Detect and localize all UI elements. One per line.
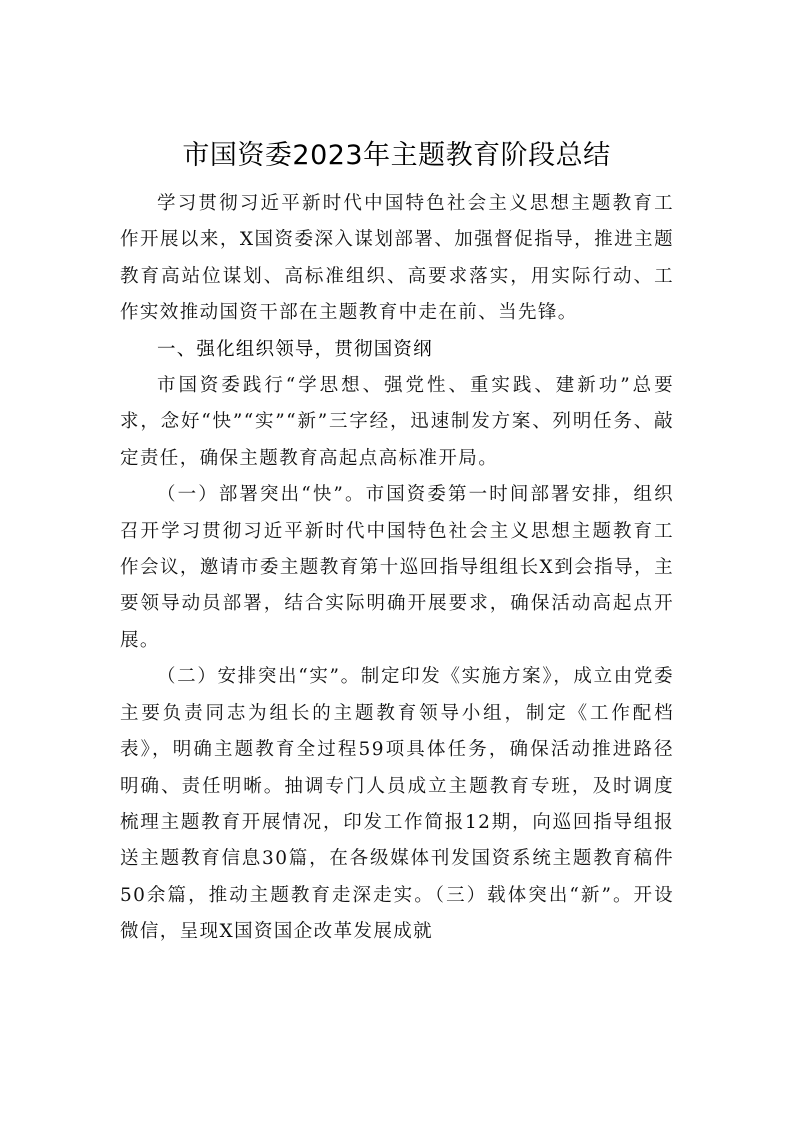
document-title: 市国资委2023年主题教育阶段总结 xyxy=(182,140,611,171)
section-1-paragraph: 市国资委践行“学思想、强党性、重实践、建新功”总要求，念好“快”“实”“新”三字经，迅速制发方案、列明任务、敲定责任，确保主题教育高起点高标准开局。 xyxy=(120,375,674,469)
section-heading-1: 一、强化组织领导，贯彻国资纲 xyxy=(157,338,433,360)
intro-paragraph: 学习贯彻习近平新时代中国特色社会主义思想主题教育工作开展以来，X国资委深入谋划部署、加强督促指导，推进主题教育高站位谋划、高标准组织、高要求落实，用实际行动、工作实效推动国资干部在主题教育中走在前、当先锋。 xyxy=(120,193,674,324)
subsection-2-paragraph: （二）安排突出“实”。制定印发《实施方案》，成立由党委主要负责同志为组长的主题教育领导小组，制定《工作配档表》，明确主题教育全过程59项具体任务，确保活动推进路径明确、责任明晰。抽调专门人员成立主题教育专班，及时调度梳理主题教育开展情况，印发工作简报12期，向巡回指导组报送主题教育信息30篇，在各级媒体刊发国资系统主题教育稿件50余篇，推动主题教育走深走实。（三）载体突出“新”。开设微信，呈现X国资国企改革发展成就 xyxy=(120,666,674,943)
document-body xyxy=(120,186,674,951)
subsection-1-paragraph: （一）部署突出“快”。市国资委第一时间部署安排，组织召开学习贯彻习近平新时代中国特色社会主义思想主题教育工作会议，邀请市委主题教育第十巡回指导组组长X到会指导，主要领导动员部署，结合实际明确开展要求，确保活动高起点开展。 xyxy=(120,484,674,651)
